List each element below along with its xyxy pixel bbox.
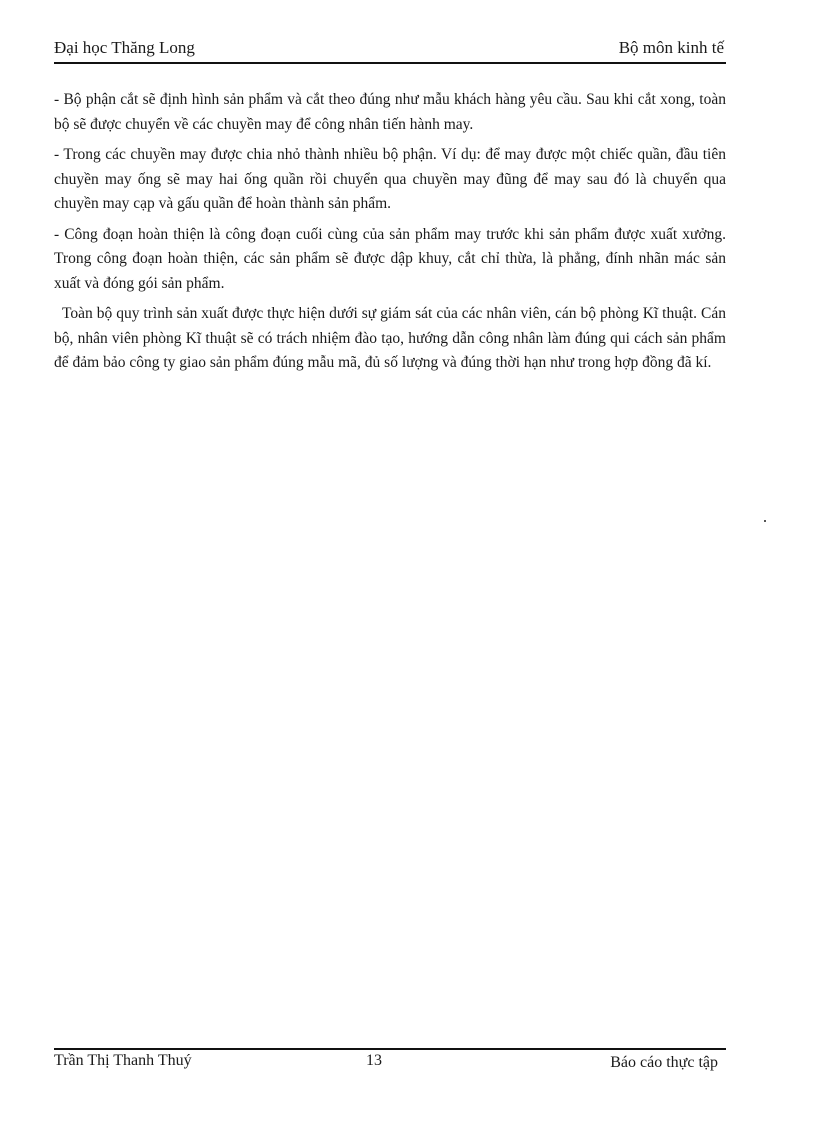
footer-author: Trần Thị Thanh Thuý — [54, 1052, 192, 1069]
footer-rule — [54, 1048, 726, 1050]
document-body — [54, 88, 726, 382]
paragraph-sewing-lines: - Trong các chuyền may được chia nhỏ thành nhiều bộ phận. Ví dụ: để may được một chiếc quần, đầu tiên chuyền may ống sẽ may hai ống quần rồi chuyển qua chuyền may đũng để may sau đó là chuyển qua chuyền may cạp và gấu quần để hoàn thành sản phẩm. — [54, 146, 726, 212]
footer-page-number: 13 — [366, 1052, 382, 1069]
paragraph-finishing: - Công đoạn hoàn thiện là công đoạn cuối cùng của sản phẩm may trước khi sản phẩm được xuất xưởng. Trong công đoạn hoàn thiện, các sản phẩm sẽ được dập khuy, cắt chỉ thừa, là phẳng, đính nhãn mác sản xuất và đóng gói sản phẩm. — [54, 225, 726, 292]
scan-speck — [764, 520, 766, 522]
paragraph-cutting: - Bộ phận cắt sẽ định hình sản phẩm và cắt theo đúng như mẫu khách hàng yêu cầu. Sau khi cắt xong, toàn bộ sẽ được chuyển về các chuyền may để công nhân tiến hành may. — [54, 91, 726, 133]
paragraph-supervision: Toàn bộ quy trình sản xuất được thực hiện dưới sự giám sát của các nhân viên, cán bộ phòng Kĩ thuật. Cán bộ, nhân viên phòng Kĩ thuật sẽ có trách nhiệm đào tạo, hướng dẫn công nhân làm đúng qui cách sản phẩm để đảm bảo công ty giao sản phẩm đúng mẫu mã, đủ số lượng và đúng thời hạn như trong hợp đồng đã kí. — [54, 305, 726, 371]
header-university: Đại học Thăng Long — [54, 38, 195, 57]
footer-report-title: Báo cáo thực tập — [610, 1054, 718, 1071]
header-department: Bộ môn kinh tế — [618, 38, 724, 57]
page-footer — [54, 1048, 726, 1078]
page-header — [54, 36, 726, 64]
